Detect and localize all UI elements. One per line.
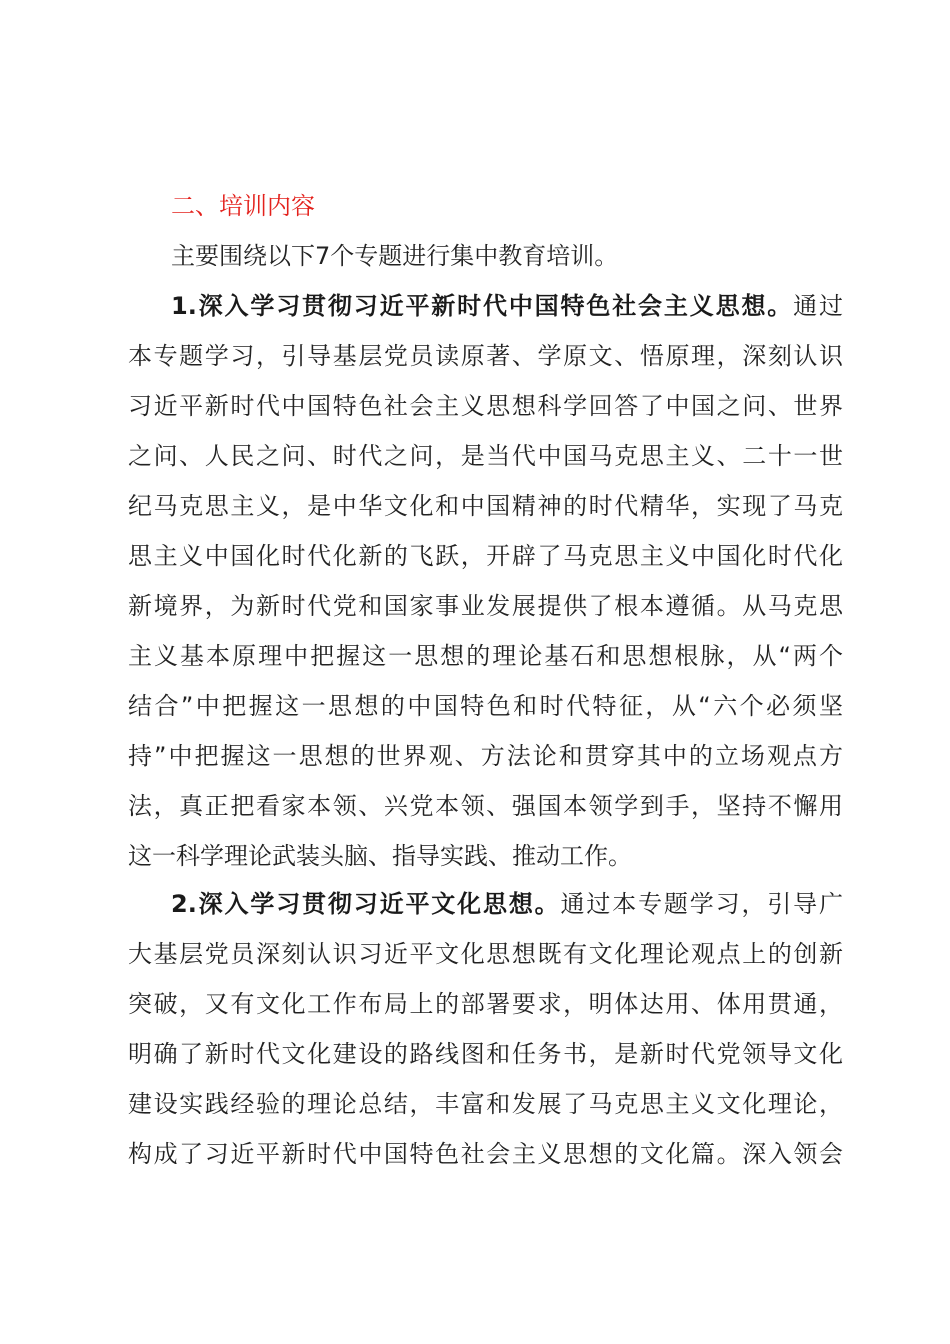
topic1-line: 习近平新时代中国特色社会主义思想科学回答了中国之问、世界 [128, 392, 843, 420]
topic1-first-line-rest: 通过 [793, 292, 843, 320]
topic1-line: 新境界，为新时代党和国家事业发展提供了根本遵循。从马克思 [128, 592, 843, 620]
topic1-line: 思主义中国化时代化新的飞跃，开辟了马克思主义中国化时代化 [128, 542, 843, 570]
topic1-line: 纪马克思主义，是中华文化和中国精神的时代精华，实现了马克 [128, 492, 843, 520]
section-heading: 二、培训内容 [171, 192, 315, 220]
topic1-line: 结合”中把握这一思想的中国特色和时代特征，从“六个必须坚 [128, 692, 843, 720]
topic1-line: 持”中把握这一思想的世界观、方法论和贯穿其中的立场观点方 [128, 742, 843, 770]
topic1-line: 本专题学习，引导基层党员读原著、学原文、悟原理，深刻认识 [128, 342, 843, 370]
topic1-first-line [171, 286, 843, 326]
topic2-title: 2.深入学习贯彻习近平文化思想。 [171, 890, 561, 918]
topic2-first-line-rest: 通过本专题学习，引导广 [560, 890, 843, 918]
topic2-line: 建设实践经验的理论总结，丰富和发展了马克思主义文化理论， [128, 1090, 843, 1118]
topic1-line: 主义基本原理中把握这一思想的理论基石和思想根脉，从“两个 [128, 642, 843, 670]
topic1-line: 这一科学理论武装头脑、指导实践、推动工作。 [128, 842, 632, 870]
topic2-line: 构成了习近平新时代中国特色社会主义思想的文化篇。深入领会 [128, 1140, 843, 1168]
topic1-title: 1.深入学习贯彻习近平新时代中国特色社会主义思想。 [171, 292, 794, 320]
topic2-line: 突破，又有文化工作布局上的部署要求，明体达用、体用贯通， [128, 990, 843, 1018]
topic1-line: 法，真正把看家本领、兴党本领、强国本领学到手，坚持不懈用 [128, 792, 843, 820]
topic2-first-line [171, 884, 843, 924]
topic2-line: 明确了新时代文化建设的路线图和任务书，是新时代党领导文化 [128, 1040, 843, 1068]
intro-paragraph: 主要围绕以下7个专题进行集中教育培训。 [171, 242, 619, 270]
topic2-line: 大基层党员深刻认识习近平文化思想既有文化理论观点上的创新 [128, 940, 843, 968]
topic1-line: 之问、人民之问、时代之问，是当代中国马克思主义、二十一世 [128, 442, 843, 470]
